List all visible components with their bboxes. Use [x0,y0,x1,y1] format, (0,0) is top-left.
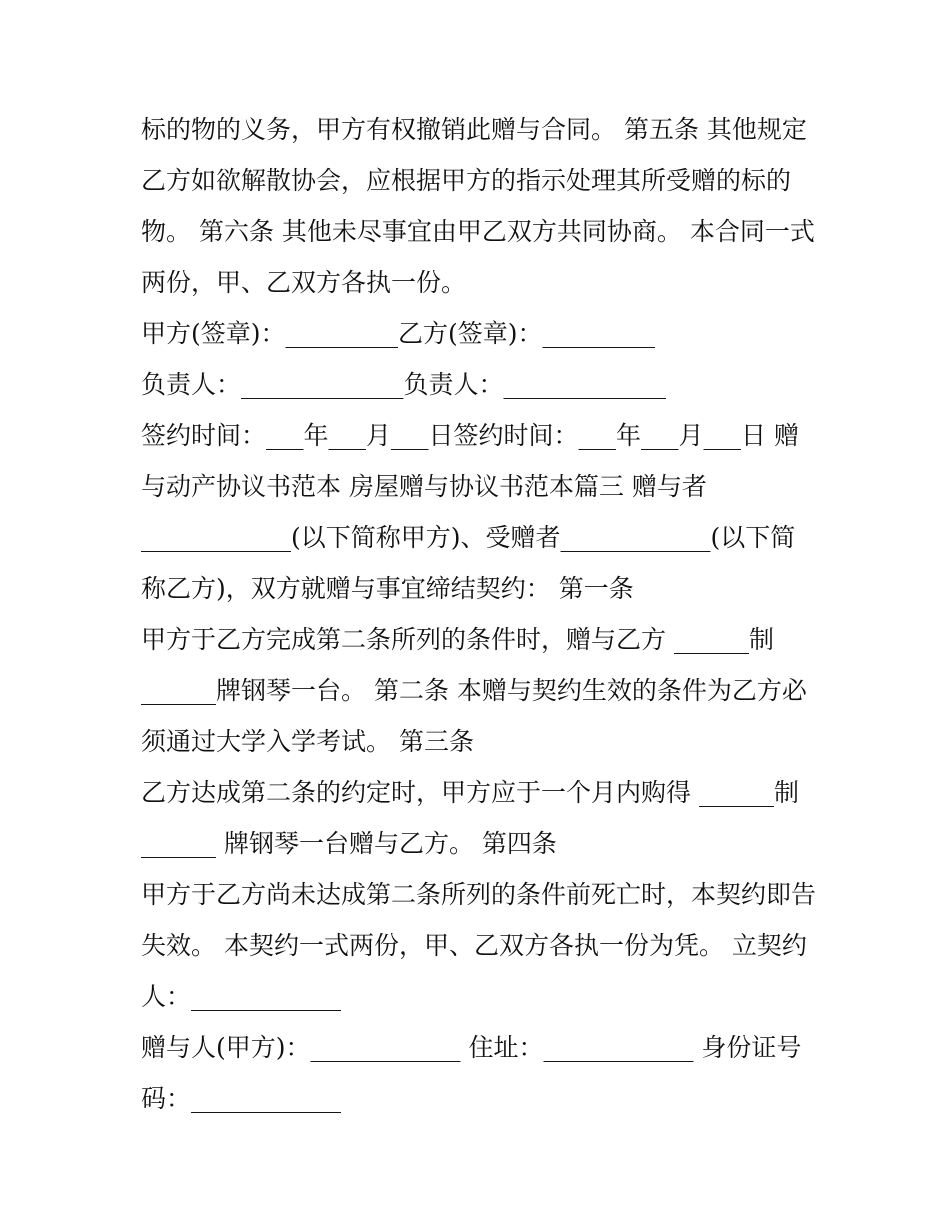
document-body [141,104,821,1124]
text-line: 乙方达成第二条的约定时，甲方应于一个月内购得 ______制 [141,778,799,807]
text-line: 甲方于乙方尚未达成第二条所列的条件前死亡时，本契约即告 [141,880,817,909]
text-line: ____________(以下简称甲方)、受赠者____________(以下简 [141,523,796,552]
donor-info-line: 赠与人(甲方)：____________ 住址：____________ 身份证号 [141,1033,802,1062]
text-line: 须通过大学入学考试。 第三条 [141,727,474,756]
text-line: 甲方于乙方完成第二条所列的条件时，赠与乙方 ______制 [141,625,774,654]
signing-date-line: 签约时间：___年___月___日签约时间：___年___月___日 赠 [141,421,799,450]
text-line: ______牌钢琴一台。 第二条 本赠与契约生效的条件为乙方必 [141,676,807,705]
text-line: 乙方如欲解散协会，应根据甲方的指示处理其所受赠的标的 [141,166,792,195]
signature-line-party: 甲方(签章)：_________乙方(签章)：_________ [141,319,656,348]
text-line: 失效。 本契约一式两份，甲、乙双方各执一份为凭。 立契约 [141,931,807,960]
text-line: 两份，甲、乙双方各执一份。 [141,268,467,297]
text-line: 称乙方)，双方就赠与事宜缔结契约： 第一条 [141,574,634,603]
text-line: 物。 第六条 其他未尽事宜由甲乙双方共同协商。 本合同一式 [141,217,815,246]
signature-line-responsible: 负责人：_____________负责人：_____________ [141,370,667,399]
text-line: ______ 牌钢琴一台赠与乙方。 第四条 [141,829,557,858]
text-line: 标的物的义务，甲方有权撤销此赠与合同。 第五条 其他规定 [141,115,807,144]
section-heading-line: 与动产协议书范本 房屋赠与协议书范本篇三 赠与者 [141,472,707,501]
id-number-line: 码：____________ [141,1084,342,1113]
signatory-line: 人：____________ [141,982,342,1011]
